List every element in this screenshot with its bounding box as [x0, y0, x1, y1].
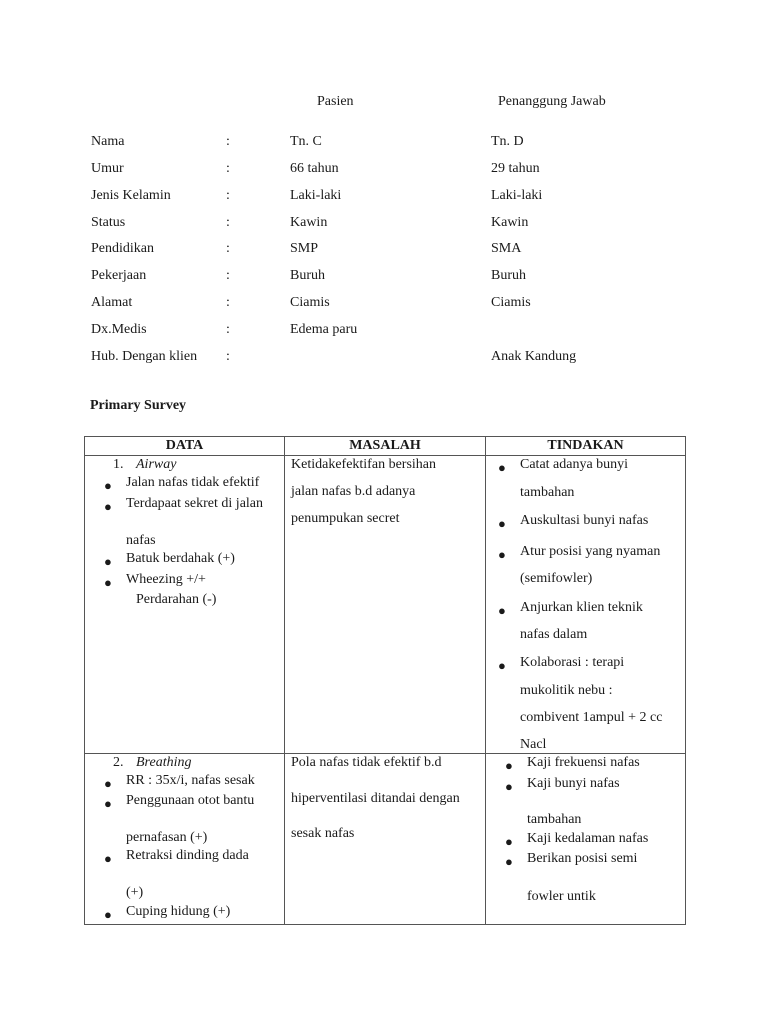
list-item: Penggunaan otot bantu	[126, 793, 255, 808]
breathing-heading: Breathing	[136, 755, 192, 770]
pasien-value: Buruh	[290, 268, 325, 283]
table-row-breathing	[85, 754, 686, 925]
list-item: combivent 1ampul + 2 cc	[520, 710, 663, 725]
identity-label: Nama	[91, 134, 125, 149]
list-item: Cuping hidung (+)	[126, 904, 231, 919]
list-item: mukolitik nebu :	[520, 683, 613, 698]
bullet-icon: ●	[104, 478, 112, 493]
bullet-icon: ●	[104, 554, 112, 569]
identity-colon: :	[226, 161, 230, 176]
bullet-icon: ●	[498, 460, 506, 475]
list-item: Kaji frekuensi nafas	[527, 755, 640, 770]
pasien-value: Tn. C	[290, 134, 322, 149]
breathing-data-cell	[85, 754, 285, 925]
list-item: Atur posisi yang nyaman	[520, 544, 661, 559]
list-item: tambahan	[527, 812, 582, 827]
pasien-header: Pasien	[317, 94, 354, 109]
pasien-value: Edema paru	[290, 322, 358, 337]
bullet-icon: ●	[104, 851, 112, 866]
column-header-tindakan: TINDAKAN	[486, 437, 686, 456]
bullet-icon: ●	[104, 907, 112, 922]
masalah-line: hiperventilasi ditandai dengan	[291, 791, 460, 806]
identity-label: Status	[91, 215, 126, 230]
breathing-masalah-cell	[285, 754, 486, 925]
list-item: Kolaborasi : terapi	[520, 655, 625, 670]
bullet-icon: ●	[505, 854, 513, 869]
list-item: nafas	[126, 533, 156, 548]
bullet-icon: ●	[104, 499, 112, 514]
list-item: tambahan	[520, 485, 575, 500]
pj-value: SMA	[491, 241, 522, 256]
identity-colon: :	[226, 215, 230, 230]
identity-label: Pendidikan	[91, 241, 154, 256]
bullet-icon: ●	[498, 603, 506, 618]
list-item: Anjurkan klien teknik	[520, 600, 643, 615]
pasien-value: Kawin	[290, 215, 328, 230]
list-item: fowler untik	[527, 889, 596, 904]
identity-colon: :	[226, 134, 230, 149]
pj-value: Tn. D	[491, 134, 524, 149]
column-header-data: DATA	[85, 437, 285, 456]
list-item: (semifowler)	[520, 571, 593, 586]
list-item: Auskultasi bunyi nafas	[520, 513, 649, 528]
list-item: Terdapaat sekret di jalan	[126, 496, 264, 511]
identity-label: Jenis Kelamin	[91, 188, 171, 203]
airway-heading: Airway	[136, 457, 177, 472]
pj-value: Ciamis	[491, 295, 531, 310]
table-row-airway	[85, 456, 686, 754]
identity-colon: :	[226, 188, 230, 203]
identity-label: Pekerjaan	[91, 268, 147, 283]
identity-label: Hub. Dengan klien	[91, 349, 198, 364]
list-item: Nacl	[520, 737, 547, 752]
primary-survey-table	[84, 436, 686, 925]
bullet-icon: ●	[104, 776, 112, 791]
bullet-icon: ●	[505, 834, 513, 849]
list-item: Batuk berdahak (+)	[126, 551, 235, 566]
identity-label: Alamat	[91, 295, 133, 310]
bullet-icon: ●	[505, 758, 513, 773]
list-item: Berikan posisi semi	[527, 851, 638, 866]
list-item: (+)	[126, 885, 144, 900]
masalah-line: Ketidakefektifan bersihan	[291, 457, 436, 472]
airway-tindakan-cell	[486, 456, 686, 754]
list-item: Retraksi dinding dada	[126, 848, 249, 863]
identity-colon: :	[226, 322, 230, 337]
masalah-line: penumpukan secret	[291, 511, 400, 526]
pasien-value: Laki-laki	[290, 188, 342, 203]
airway-masalah-cell	[285, 456, 486, 754]
list-item: nafas dalam	[520, 627, 588, 642]
identity-label: Umur	[91, 161, 124, 176]
identity-label: Dx.Medis	[91, 322, 147, 337]
list-item: Kaji kedalaman nafas	[527, 831, 649, 846]
pj-value: Kawin	[491, 215, 529, 230]
identity-colon: :	[226, 241, 230, 256]
pj-value: 29 tahun	[491, 161, 540, 176]
list-item: pernafasan (+)	[126, 830, 208, 845]
bullet-icon: ●	[498, 516, 506, 531]
bullet-icon: ●	[505, 779, 513, 794]
list-item: Wheezing +/+	[126, 572, 206, 587]
masalah-line: sesak nafas	[291, 826, 355, 841]
table-header-row	[85, 437, 686, 456]
bullet-icon: ●	[104, 575, 112, 590]
airway-heading-number: 1.	[113, 457, 124, 472]
masalah-line: Pola nafas tidak efektif b.d	[291, 755, 442, 770]
column-header-masalah: MASALAH	[285, 437, 486, 456]
bullet-icon: ●	[104, 796, 112, 811]
breathing-heading-number: 2.	[113, 755, 124, 770]
list-item: Catat adanya bunyi	[520, 457, 629, 472]
airway-data-cell	[85, 456, 285, 754]
pasien-value: SMP	[290, 241, 319, 256]
penanggung-jawab-header: Penanggung Jawab	[498, 94, 606, 109]
identity-colon: :	[226, 295, 230, 310]
breathing-tindakan-cell	[486, 754, 686, 925]
pasien-value: Ciamis	[290, 295, 330, 310]
section-title: Primary Survey	[90, 398, 187, 413]
list-item: Perdarahan (-)	[136, 592, 217, 607]
list-item: RR : 35x/i, nafas sesak	[126, 773, 255, 788]
list-item: Jalan nafas tidak efektif	[126, 475, 260, 490]
pj-value: Buruh	[491, 268, 526, 283]
bullet-icon: ●	[498, 547, 506, 562]
bullet-icon: ●	[498, 658, 506, 673]
masalah-line: jalan nafas b.d adanya	[291, 484, 416, 499]
pj-value: Anak Kandung	[491, 349, 577, 364]
identity-colon: :	[226, 268, 230, 283]
identity-colon: :	[226, 349, 230, 364]
pasien-value: 66 tahun	[290, 161, 339, 176]
pj-value: Laki-laki	[491, 188, 543, 203]
list-item: Kaji bunyi nafas	[527, 776, 620, 791]
